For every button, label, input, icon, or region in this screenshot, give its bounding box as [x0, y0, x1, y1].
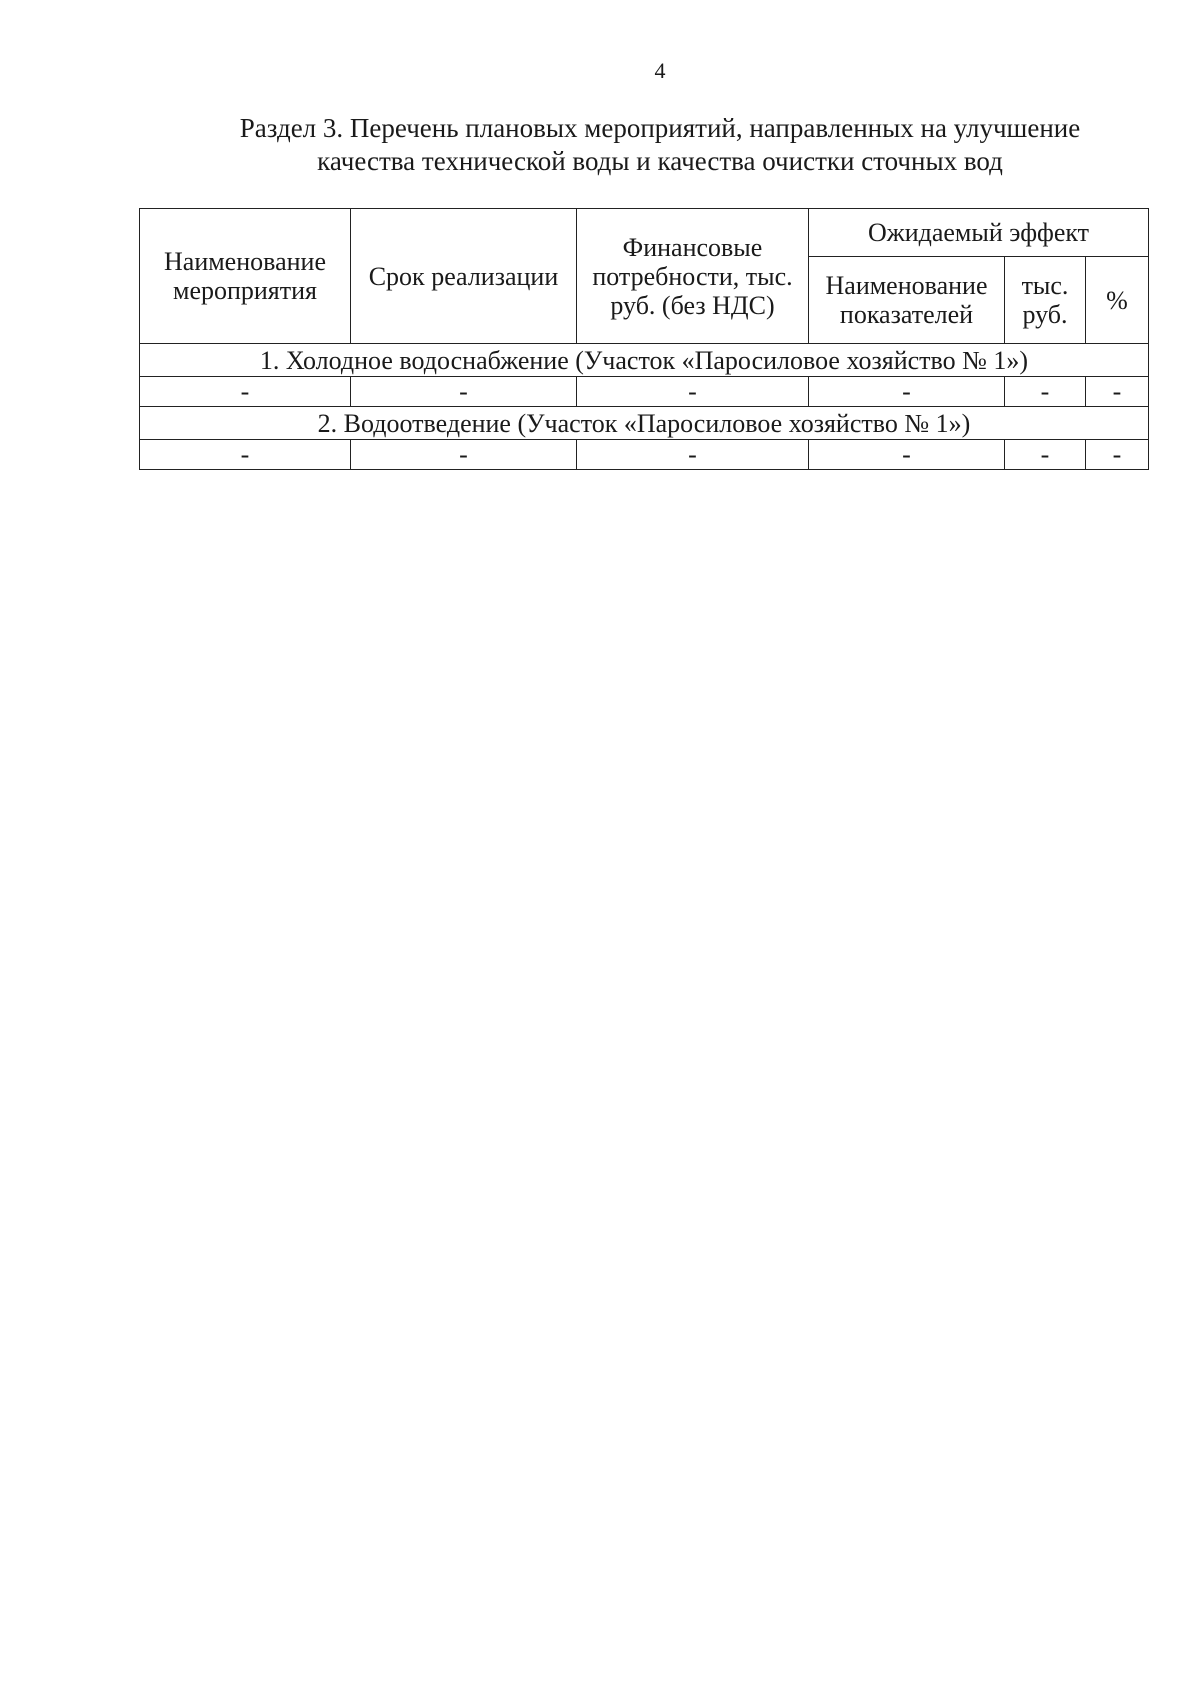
header-expected-effect: Ожидаемый эффект — [809, 209, 1149, 257]
section-row — [140, 344, 1149, 377]
section-title-line-2: качества технической воды и качества очистки сточных вод — [317, 146, 1003, 176]
table-row — [140, 440, 1149, 470]
table-cell: - — [577, 440, 809, 470]
header-event-name: Наименование мероприятия — [140, 209, 351, 344]
table-cell: - — [809, 440, 1005, 470]
table-cell: - — [809, 377, 1005, 407]
table-cell: - — [140, 377, 351, 407]
table-cell: - — [1005, 440, 1086, 470]
table-cell: - — [140, 440, 351, 470]
section-title-drainage: 2. Водоотведение (Участок «Паросиловое хозяйство № 1») — [140, 407, 1149, 440]
header-indicator-name: Наименование показателей — [809, 257, 1005, 344]
header-percent: % — [1086, 257, 1149, 344]
section-title — [140, 112, 1180, 178]
table-cell: - — [1005, 377, 1086, 407]
page-number: 4 — [654, 58, 666, 83]
table-cell: - — [1086, 377, 1149, 407]
section-row — [140, 407, 1149, 440]
table-cell: - — [577, 377, 809, 407]
table-row — [140, 377, 1149, 407]
table-header-row — [140, 209, 1149, 257]
header-financial: Финансовые потребности, тыс. руб. (без НДС) — [577, 209, 809, 344]
section-title-line-1: Раздел 3. Перечень плановых мероприятий, направленных на улучшение — [239, 113, 1081, 143]
section-title-cold-water: 1. Холодное водоснабжение (Участок «Паросиловое хозяйство № 1») — [140, 344, 1149, 377]
header-period: Срок реализации — [351, 209, 577, 344]
table-cell: - — [351, 440, 577, 470]
planned-measures-table — [139, 208, 1149, 470]
table-cell: - — [351, 377, 577, 407]
header-thousand-rub: тыс. руб. — [1005, 257, 1086, 344]
table-cell: - — [1086, 440, 1149, 470]
